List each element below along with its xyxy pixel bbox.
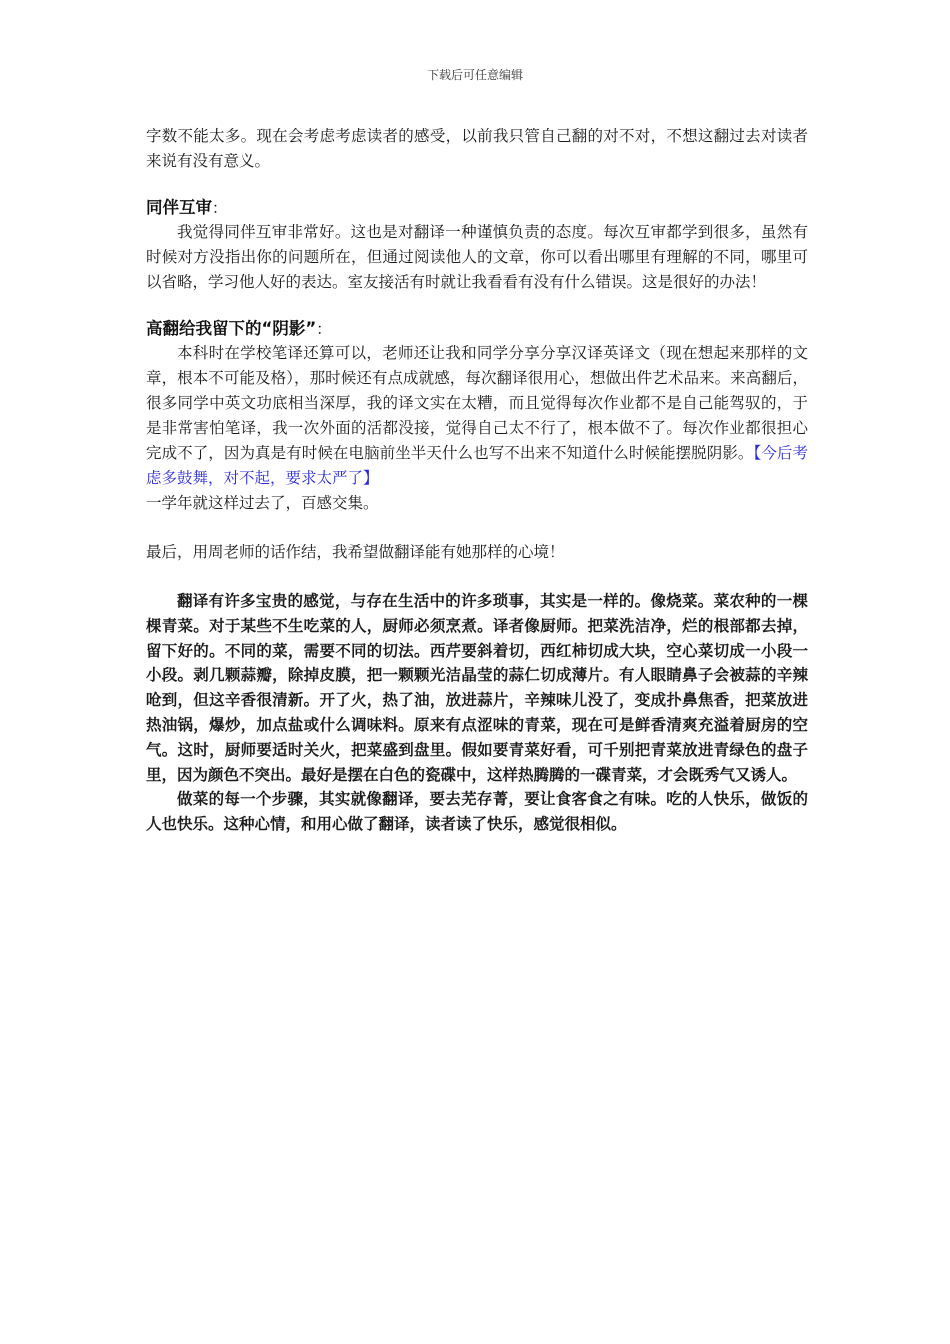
- shadow-paragraph-text: 本科时在学校笔译还算可以，老师还让我和同学分享分享汉译英译文（现在想起来那样的文章，根本不可能及格），那时候还有点成就感，每次翻译很用心，想做出件艺术品来。来高翻后，很多同学中英文功底相当深厚，我的译文实在太糟，而且觉得每次作业都不是自己能驾驭的，于是非常害怕笔译，我一次外面的活都没接，觉得自己太不行了，根本做不了。每次作业都很担心完成不了，因为真是有时候在电脑前坐半天什么也写不出来不知道什么时候能摆脱阴影。: [146, 344, 808, 462]
- shadow-after-line: 一学年就这样过去了，百感交集。: [146, 494, 379, 512]
- quote-block: [146, 589, 808, 837]
- quote-paragraph-2: 做菜的每一个步骤，其实就像翻译，要去芜存菁，要让食客食之有味。吃的人快乐，做饭的人也快乐。这种心情，和用心做了翻译，读者读了快乐，感觉很相似。: [146, 789, 808, 834]
- document-body: [146, 124, 808, 837]
- shadow-heading: [146, 317, 808, 341]
- peer-review-heading: [146, 196, 808, 220]
- shadow-heading-colon: ：: [316, 320, 332, 338]
- peer-review-heading-text: 同伴互审: [146, 198, 212, 217]
- intro-paragraph: 字数不能太多。现在会考虑考虑读者的感受，以前我只管自己翻的对不对，不想这翻过去对读者来说有没有意义。: [146, 127, 808, 170]
- peer-review-heading-colon: ：: [212, 199, 228, 217]
- quote-paragraph-1: 翻译有许多宝贵的感觉，与存在生活中的许多琐事，其实是一样的。像烧菜。菜农种的一棵棵青菜。对于某些不生吃菜的人，厨师必须烹煮。译者像厨师。把菜洗洁净，烂的根部都去掉，留下好的。不同的菜，需要不同的切法。西芹要斜着切，西红柿切成大块，空心菜切成一小段一小段。剥几颗蒜瓣，除掉皮膜，把一颗颗光洁晶莹的蒜仁切成薄片。有人眼睛鼻子会被蒜的辛辣呛到，但这辛香很清新。开了火，热了油，放进蒜片，辛辣味儿没了，变成扑鼻焦香，把菜放进热油锅，爆炒，加点盐或什么调味料。原来有点涩味的青菜，现在可是鲜香清爽充溢着厨房的空气。这时，厨师要适时关火，把菜盛到盘里。假如要青菜好看，可千别把青菜放进青绿色的盘子里，因为颜色不突出。最好是摆在白色的瓷碟中，这样热腾腾的一碟青菜，才会既秀气又诱人。: [146, 591, 808, 784]
- shadow-heading-text: 高翻给我留下的“阴影”: [146, 319, 317, 338]
- page-header: 下载后可任意编辑: [426, 68, 523, 82]
- peer-review-paragraph: 我觉得同伴互审非常好。这也是对翻译一种谨慎负责的态度。每次互审都学到很多，虽然有时候对方没指出你的问题所在，但通过阅读他人的文章，你可以看出哪里有理解的不同，哪里可以省略，学习他人好的表达。室友接活有时就让我看看有没有什么错误。这是很好的办法！: [146, 223, 808, 291]
- shadow-paragraph: [146, 341, 808, 491]
- teacher-note: 【今后考虑多鼓舞，对不起，要求太严了】: [146, 444, 808, 487]
- closing-line: 最后，用周老师的话作结，我希望做翻译能有她那样的心境！: [146, 543, 565, 561]
